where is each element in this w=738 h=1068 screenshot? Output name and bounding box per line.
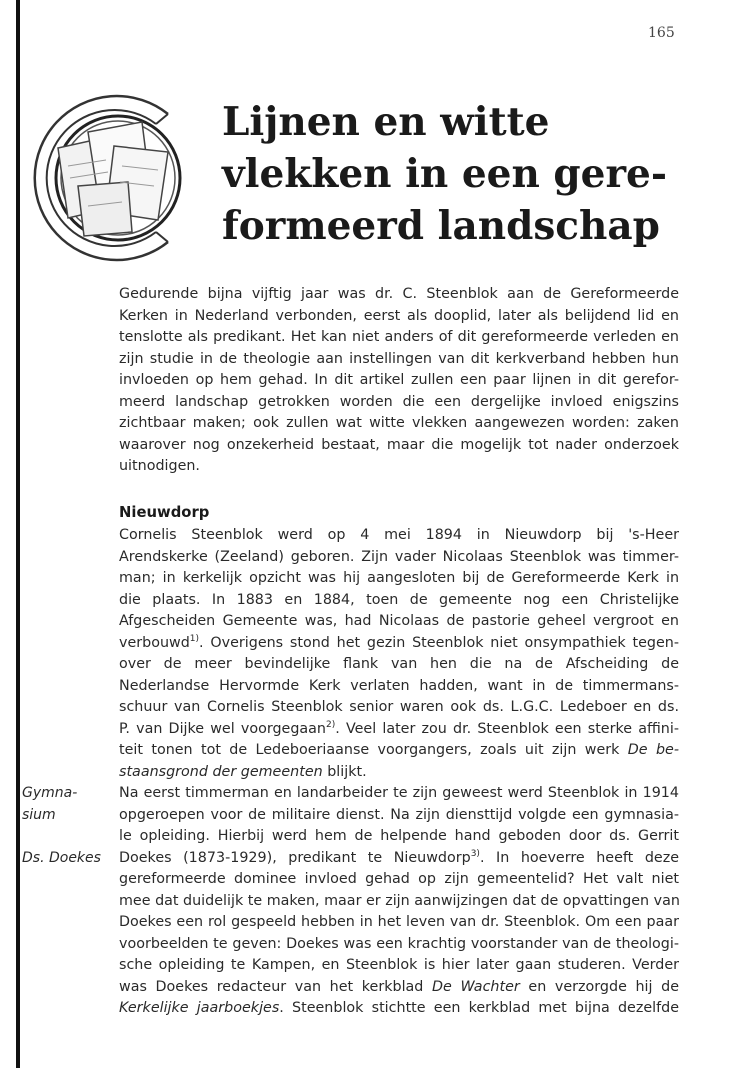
text-line: Afgescheiden Gemeente was, had Nicolaas de pastorie geheel vergroot en (119, 613, 679, 629)
article-title (222, 96, 667, 252)
text-line: mee dat duidelijk te maken, maar er zijn aanwijzingen dat de opvattingen van (119, 892, 680, 909)
papers-in-circle-logo (18, 86, 194, 268)
text-line: schuur van Cornelis Steenblok senior waren ook ds. L.G.C. Ledeboer en ds. (119, 699, 679, 715)
text-line: le opleiding. Hierbij werd hem de helpende hand geboden door ds. Gerrit (119, 828, 679, 844)
text-line: Na eerst timmerman en landarbeider te zijn geweest werd Steenblok in 1914 (119, 785, 679, 801)
periodical-title: Kerkelijke jaarboekjes (119, 1000, 280, 1016)
text-line (119, 633, 679, 655)
text-line: die plaats. In 1883 en 1884, toen de gemeente nog een Christelijke (119, 591, 679, 608)
margin-note-doekes: Ds. Doekes (22, 850, 101, 866)
text-line: meerd landschap getrokken worden die een dergelijke invloed enigszins (119, 393, 679, 410)
text-line: Kerken in Nederland verbonden, eerst als dooplid, later als belijdend lid en (119, 307, 679, 324)
section-heading: Nieuwdorp (119, 504, 210, 521)
text-line: uitnodigen. (119, 458, 200, 474)
title-line: formeerd landschap (222, 203, 660, 249)
text-line: invloeden op hem gehad. In dit artikel zullen een paar lijnen in dit gerefor- (119, 372, 679, 388)
title-line: vlekken in een gere- (222, 151, 668, 197)
page-number: 165 (648, 25, 675, 41)
periodical-title: De Wachter (432, 978, 520, 995)
text-line (119, 740, 679, 762)
text-segment: . Steenblok stichtte een kerkblad met bijna dezelfde (279, 1000, 680, 1016)
footnote-ref: 2) (325, 719, 336, 730)
text-line: tenslotte als predikant. Het kan niet anders of dit gereformeerde verleden en (119, 329, 679, 345)
intro-paragraph (119, 284, 679, 478)
text-line (119, 977, 679, 999)
text-line: over de meer bevindelijke flank van hen die na de Afscheiding de (119, 656, 679, 672)
text-line: gereformeerde dominee invloed gehad op zijn gemeentelid? Het valt niet (119, 871, 679, 887)
text-line: waarover nog onzekerheid bestaat, maar die mogelijk tot nader onderzoek (119, 436, 679, 453)
text-line: Arendskerke (Zeeland) geboren. Zijn vader Nicolaas Steenblok was timmer- (119, 548, 679, 565)
text-segment: blijkt. (322, 763, 367, 780)
footnote-ref: 3) (470, 848, 480, 859)
text-segment: P. van Dijke wel voorgegaan (119, 720, 326, 737)
body-text (119, 525, 679, 1020)
text-line: voorbeelden te geven: Doekes was een krachtig voorstander van de theologi- (119, 935, 679, 952)
book-title: De be- (627, 742, 679, 758)
footnote-ref: 1) (189, 633, 200, 644)
text-segment: . Veel later zou dr. Steenblok een sterke affini- (335, 720, 679, 737)
text-line: man; in kerkelijk opzicht was hij aangesloten bij de Gereformeerde Kerk in (119, 570, 679, 586)
text-line (119, 762, 679, 784)
text-line: zijn studie in de theologie aan instellingen van dit kerkverband hebben hun (119, 350, 679, 367)
text-segment: was Doekes redacteur van het kerkblad (119, 978, 433, 995)
text-line: sche opleiding te Kampen, en Steenblok is hier later gaan studeren. Verder (119, 957, 679, 973)
text-line: Nederlandse Hervormde Kerk verlaten hadden, want in de timmermans- (119, 677, 679, 694)
text-line: Cornelis Steenblok werd op 4 mei 1894 in Nieuwdorp bij 's-Heer (119, 527, 679, 543)
book-title: staansgrond der gemeenten (119, 763, 323, 780)
text-segment: . In hoeverre heeft deze (479, 849, 679, 866)
text-line (119, 848, 679, 870)
text-segment: teit tonen tot de Ledeboeriaanse voorgangers, zoals uit zijn werk (119, 742, 628, 758)
margin-note-line: Gymna- (22, 785, 78, 801)
text-line: Gedurende bijna vijftig jaar was dr. C. Steenblok aan de Gereformeerde (119, 286, 679, 302)
text-line: zichtbaar maken; ook zullen wat witte vlekken aangewezen worden: zaken (119, 415, 679, 431)
text-segment: Doekes (1873-1929), predikant te Nieuwdorp (119, 849, 471, 866)
text-line: Doekes een rol gespeeld hebben in het leven van dr. Steenblok. Om een paar (119, 914, 679, 930)
text-line (119, 719, 679, 741)
text-segment: verbouwd (119, 634, 190, 651)
text-line: opgeroepen voor de militaire dienst. Na zijn diensttijd volgde een gymnasia- (119, 806, 679, 823)
text-line (119, 998, 679, 1020)
margin-note-line: sium (22, 806, 56, 823)
text-segment: en verzorgde hij de (519, 978, 679, 995)
title-line: Lijnen en witte (222, 99, 550, 145)
margin-note-gymnasium (22, 783, 77, 826)
text-segment: . Overigens stond het gezin Steenblok niet onsympathiek tegen- (199, 634, 679, 651)
